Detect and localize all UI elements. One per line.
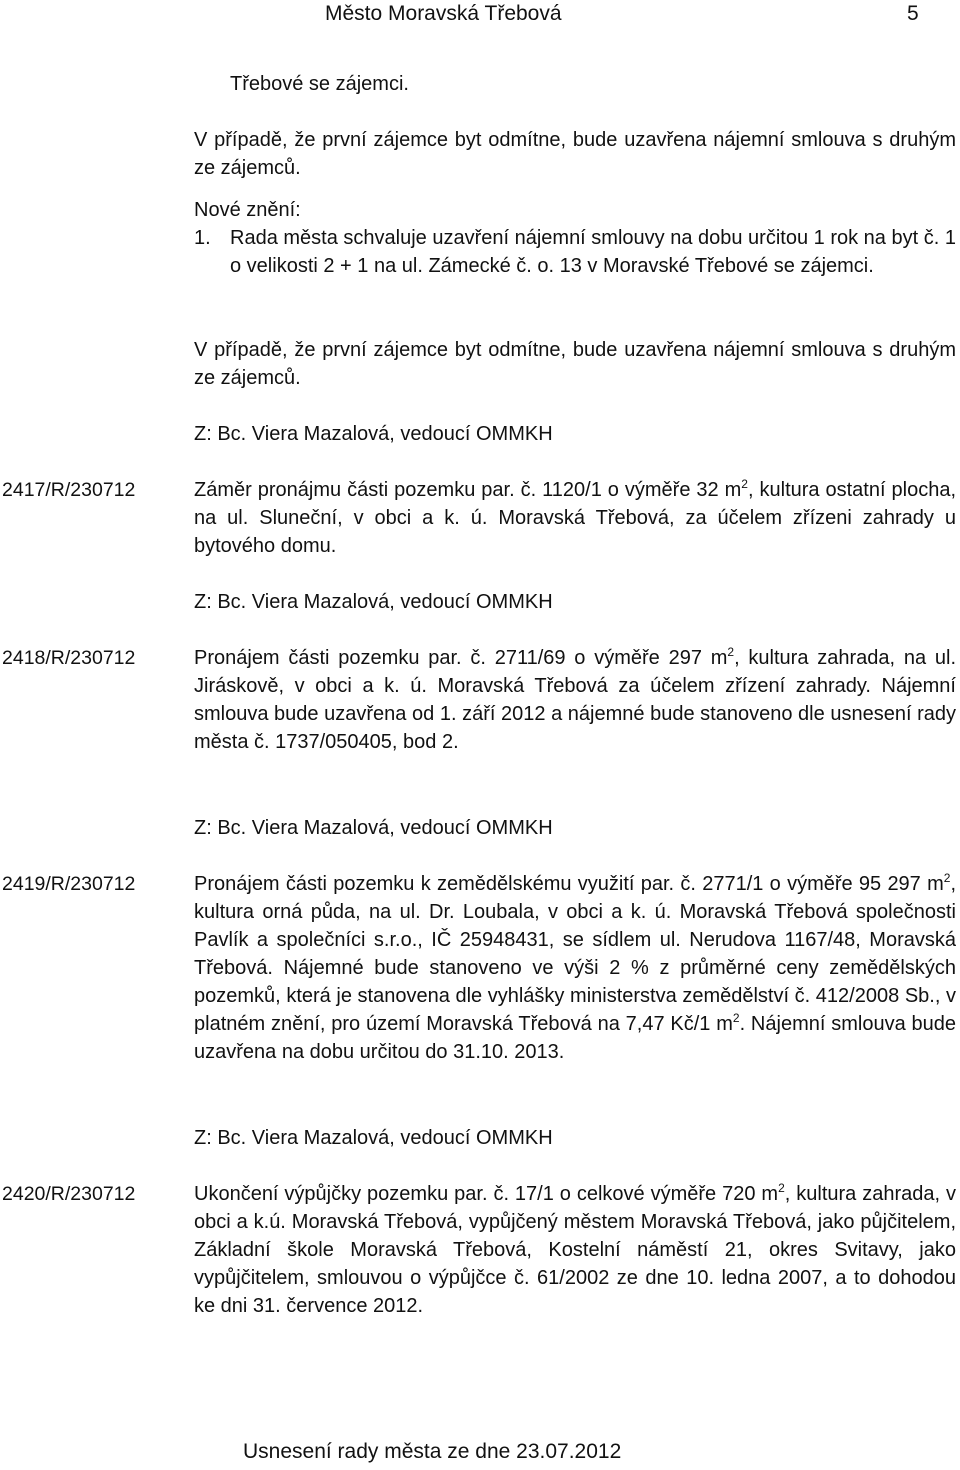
superscript: 2 xyxy=(732,1011,740,1025)
resolution-text-part: , kultura zahrada, v obci a k.ú. Moravská Třebová, vypůjčený městem Moravská Třebová, jako půjčitelem, Základní škole Moravská Třebová, Kostelní náměstí 21, okres Svitavy, jako vypůjčitelem, smlouvou o výpůjčce č. 61/2002 ze dne 10. ledna 2007, a to dohodou ke dni 31. července 2012. xyxy=(194,1183,956,1317)
resolution-text-part: Pronájem části pozemku par. č. 2711/69 o výměře 297 m xyxy=(194,647,728,669)
resolution-id: 2420/R/230712 xyxy=(2,1183,136,1205)
resolution-text-part: Ukončení výpůjčky pozemku par. č. 17/1 o celkové výměře 720 m xyxy=(194,1183,779,1205)
superscript: 2 xyxy=(778,1181,785,1195)
responsible-person: Z: Bc. Viera Mazalová, vedoucí OMMKH xyxy=(194,591,553,613)
resolution-text-part: , kultura ostatní plocha, na ul. Sluneční, v obci a k. ú. Moravská Třebová, za účelem zřízeni zahrady u bytového domu. xyxy=(194,479,956,557)
resolution-id: 2417/R/230712 xyxy=(2,479,136,501)
resolution-text-part: Pronájem části pozemku k zemědělskému využití par. č. 2771/1 o výměře 95 297 m xyxy=(194,873,944,895)
new-wording-item-number: 1. xyxy=(194,227,211,249)
new-wording-item-body xyxy=(194,224,960,280)
superscript: 2 xyxy=(727,645,735,659)
responsible-person: Z: Bc. Viera Mazalová, vedoucí OMMKH xyxy=(194,423,553,445)
carryover-line: Třebové se zájemci. xyxy=(230,73,409,95)
new-wording-paragraph: V případě, že první zájemce byt odmítne, bude uzavřena nájemní smlouva s druhým ze zájemců. xyxy=(194,339,956,389)
superscript: 2 xyxy=(943,871,951,885)
new-wording-label: Nové znění: xyxy=(194,199,301,221)
resolution-text-part: , kultura orná půda, na ul. Dr. Loubala, v obci a k. ú. Moravská Třebová společnosti Pavlík a společníci s.r.o., IČ 25948431, se sídlem ul. Nerudova 1167/48, Moravská Třebová. Nájemné bude stanoveno ve výši 2 % z průměrné ceny zemědělských pozemků, která je stanovena dle vyhlášky ministerstva zemědělství č. 412/2008 Sb., v platném znění, pro území Moravská Třebová na 7,47 Kč/1 m xyxy=(194,873,956,1035)
resolution-text-part: Záměr pronájmu části pozemku par. č. 1120/1 o výměře 32 m xyxy=(194,479,742,501)
resolution-id: 2419/R/230712 xyxy=(2,873,136,895)
resolution-text xyxy=(194,1180,956,1320)
page-header-title: Město Moravská Třebová xyxy=(325,2,562,25)
resolution-text-part: . Nájemní smlouva bude uzavřena na dobu určitou do 31.10. 2013. xyxy=(194,1013,956,1063)
resolution-text xyxy=(194,644,956,756)
new-wording-item-text: Rada města schvaluje uzavření nájemní smlouvy na dobu určitou 1 rok na byt č. 1 o velikosti 2 + 1 na ul. Zámecké č. o. 13 v Moravské Třebové se zájemci. xyxy=(230,227,956,277)
resolution-text xyxy=(194,476,956,560)
page-footer: Usnesení rady města ze dne 23.07.2012 xyxy=(243,1440,622,1463)
page-number: 5 xyxy=(907,2,919,25)
resolution-text-part: , kultura zahrada, na ul. Jiráskově, v obci a k. ú. Moravská Třebová za účelem zřízení zahrady. Nájemní smlouva bude uzavřena od 1. září 2012 a nájemné bude stanoveno dle usnesení rady města č. 1737/050405, bod 2. xyxy=(194,647,957,753)
resolution-text xyxy=(194,870,956,1066)
resolution-id: 2418/R/230712 xyxy=(2,647,136,669)
carryover-paragraph: V případě, že první zájemce byt odmítne, bude uzavřena nájemní smlouva s druhým ze zájemců. xyxy=(194,129,956,179)
new-wording-item xyxy=(194,224,960,280)
superscript: 2 xyxy=(741,477,748,491)
responsible-person: Z: Bc. Viera Mazalová, vedoucí OMMKH xyxy=(194,817,553,839)
responsible-person: Z: Bc. Viera Mazalová, vedoucí OMMKH xyxy=(194,1127,553,1149)
